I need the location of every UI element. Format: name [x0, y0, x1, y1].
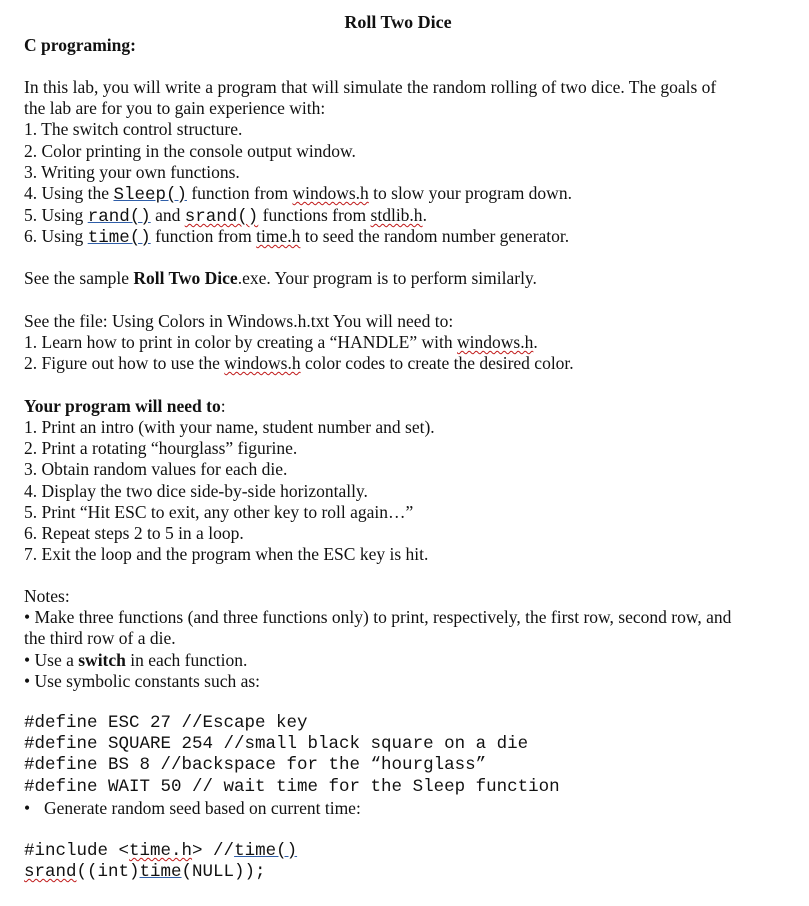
- step-item: 5. Print “Hit ESC to exit, any other key to roll again…”: [24, 502, 414, 522]
- code-text: (NULL));: [181, 862, 266, 882]
- program-heading-colon: :: [220, 396, 226, 416]
- colors-intro: See the file: Using Colors in Windows.h.txt You will need to:: [24, 311, 454, 331]
- goal-text: functions from: [258, 205, 371, 225]
- seed-note-text: Generate random seed based on current time:: [44, 798, 361, 818]
- goal-item-time: [24, 226, 569, 248]
- goal-text: function from: [150, 226, 257, 246]
- step-item: 2. Print a rotating “hourglass” figurine.: [24, 438, 298, 458]
- code-text: > //: [192, 841, 235, 861]
- colors-text: color codes to create the desired color.: [300, 353, 574, 373]
- goal-text: function from: [186, 183, 293, 203]
- sample-text: See the sample: [24, 268, 134, 288]
- sample-exe-name: Roll Two Dice: [133, 268, 238, 288]
- note-text: in each function.: [125, 650, 248, 670]
- code-time-h: time.h: [129, 841, 193, 861]
- step-item: 7. Exit the loop and the program when the ESC key is hit.: [24, 544, 429, 564]
- code-define-line: #define ESC 27 //Escape key: [24, 713, 308, 733]
- goal-item: 2. Color printing in the console output window.: [24, 141, 356, 161]
- code-define-line: #define SQUARE 254 //small black square on a die: [24, 734, 529, 754]
- step-item: 3. Obtain random values for each die.: [24, 459, 288, 479]
- code-srand: srand(): [184, 207, 259, 227]
- bullet-icon: •: [24, 798, 31, 818]
- step-item: 6. Repeat steps 2 to 5 in a loop.: [24, 523, 244, 543]
- note-text: • Use a: [24, 650, 79, 670]
- sample-text: .exe. Your program is to perform similarly.: [237, 268, 537, 288]
- note-item: • Use symbolic constants such as:: [24, 671, 261, 691]
- colors-text: 1. Learn how to print in color by creating a “HANDLE” with: [24, 332, 457, 352]
- note-item: • Make three functions (and three functions only) to print, respectively, the first row, second row, and: [24, 607, 732, 627]
- code-text: #include <: [24, 841, 130, 861]
- goal-text: to seed the random number generator.: [300, 226, 570, 246]
- goal-text: 4. Using the: [24, 183, 114, 203]
- intro-line-1: In this lab, you will write a program that will simulate the random rolling of two dice. The goals of: [24, 77, 717, 97]
- sample-line: [24, 268, 537, 288]
- code-define-line: #define WAIT 50 // wait time for the Sleep function: [24, 777, 560, 797]
- colors-text: 2. Figure out how to use the: [24, 353, 225, 373]
- code-define-line: #define BS 8 //backspace for the “hourglass”: [24, 755, 487, 775]
- goal-item: 1. The switch control structure.: [24, 119, 243, 139]
- goal-item-sleep: [24, 183, 572, 205]
- page-title: Roll Two Dice: [344, 12, 452, 32]
- colors-text: .: [533, 332, 538, 352]
- program-heading: [24, 396, 226, 416]
- lib-time-h: time.h: [256, 226, 301, 246]
- note-switch-word: switch: [78, 650, 126, 670]
- code-srand-line: [24, 862, 266, 882]
- code-time: time(): [87, 228, 151, 248]
- lib-windows-h: windows.h: [224, 353, 301, 373]
- goal-text: 5. Using: [24, 205, 88, 225]
- notes-label: Notes:: [24, 586, 70, 606]
- note-item: the third row of a die.: [24, 628, 176, 648]
- step-item: 1. Print an intro (with your name, student number and set).: [24, 417, 435, 437]
- lib-stdlib-h: stdlib.h: [370, 205, 423, 225]
- goal-item-rand: [24, 205, 427, 227]
- goal-text: and: [150, 205, 185, 225]
- code-include-line: [24, 841, 297, 861]
- code-sleep: Sleep(): [113, 185, 187, 205]
- intro-line-2: the lab are for you to gain experience with:: [24, 98, 326, 118]
- code-time-call: time(): [234, 841, 298, 861]
- goal-text: 6. Using: [24, 226, 88, 246]
- note-item-switch: [24, 650, 247, 670]
- seed-note: [24, 798, 361, 818]
- code-text: ((int): [76, 862, 140, 882]
- program-heading-text: Your program will need to: [24, 396, 221, 416]
- goal-item: 3. Writing your own functions.: [24, 162, 240, 182]
- colors-item-1: [24, 332, 538, 352]
- code-srand-call: srand: [24, 862, 77, 882]
- code-time-call: time: [139, 862, 182, 882]
- step-item: 4. Display the two dice side-by-side horizontally.: [24, 481, 368, 501]
- goal-text: .: [422, 205, 427, 225]
- colors-item-2: [24, 353, 574, 373]
- lib-windows-h: windows.h: [292, 183, 369, 203]
- language-heading: C programing:: [24, 35, 136, 55]
- lib-windows-h: windows.h: [457, 332, 534, 352]
- code-rand: rand(): [87, 207, 151, 227]
- goal-text: to slow your program down.: [368, 183, 572, 203]
